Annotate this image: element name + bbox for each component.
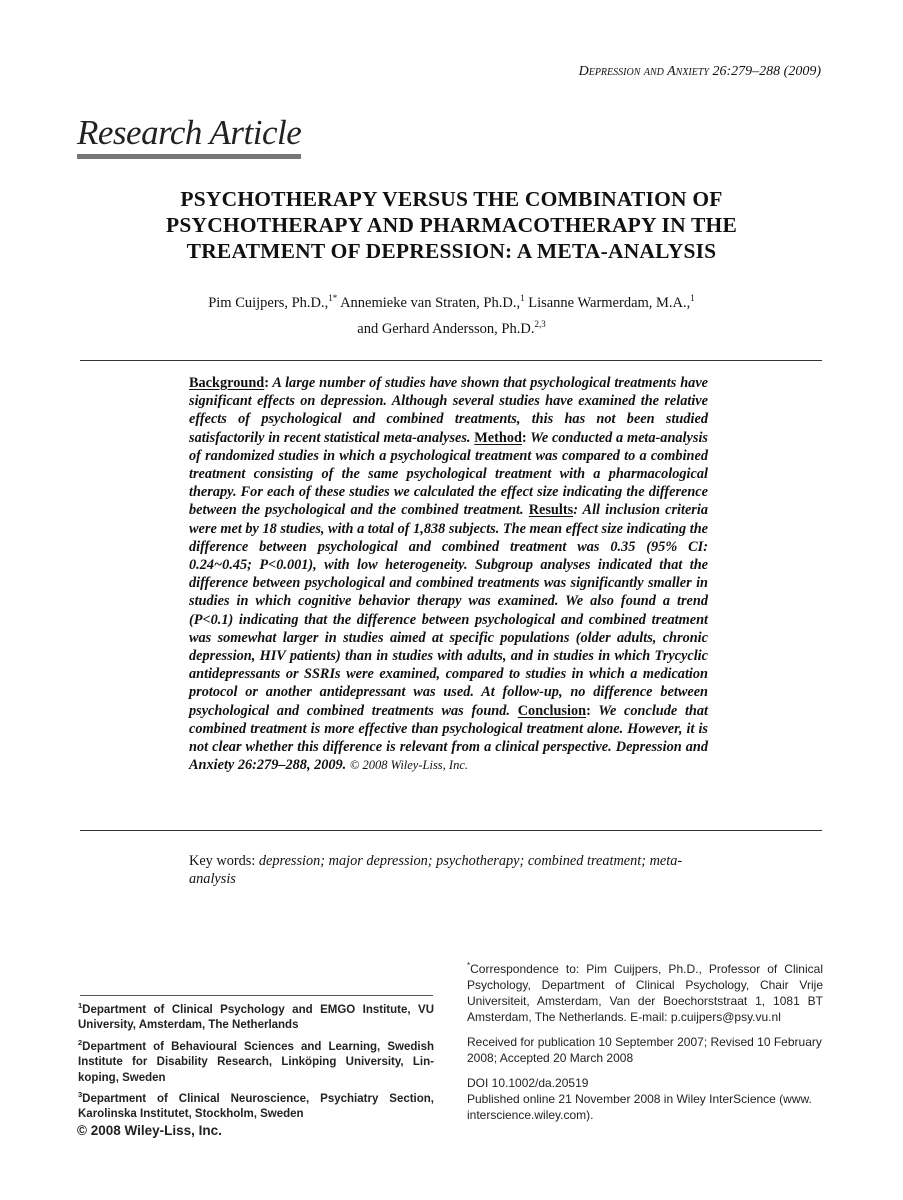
title-line: PSYCHOTHERAPY VERSUS THE COMBINATION OF	[180, 187, 723, 211]
abstract-copyright: © 2008 Wiley-Liss, Inc.	[349, 758, 469, 773]
journal-volume: 26:279–288 (2009)	[712, 64, 821, 79]
affiliation-number: 1	[78, 1001, 83, 1010]
author-affil-mark: 1	[520, 293, 525, 303]
affiliation-number: 3	[78, 1090, 83, 1100]
correspondence-mark: *	[467, 961, 471, 970]
abstract-label-background: Background	[189, 375, 265, 391]
received-dates: Received for publication 10 September 2007; Revised 10 February 2008; Accepted 20 March 2008	[467, 1035, 822, 1065]
abstract-background: A large number of studies have shown that psychological treatments have significant effects on depression. Although several studies have examined the relative effects of psychological and combined treatments, this has not been studied satisfactorily in recent statistical meta-analyses.	[189, 375, 709, 446]
abstract-method: We conducted a meta-analysis of randomized studies in which a psychological treatment was compared to a combined treatment consisting of the same psychological treatment with a pharmacological therapy. For each of these studies we calculated the effect size indicating the difference between the psychological and the combined treatment.	[189, 429, 708, 519]
footer-copyright: © 2008 Wiley-Liss, Inc.	[77, 1123, 222, 1138]
affiliations-rule	[80, 995, 433, 996]
keywords-label: Key words:	[189, 853, 256, 869]
affiliations	[78, 998, 434, 1124]
keywords-value: depression; major depression; psychotherapy; combined treatment; meta-analysis	[189, 853, 683, 888]
article-type: Research Article	[77, 112, 301, 159]
correspondence-block	[467, 958, 823, 1123]
abstract-conclusion: We conclude that combined treatment is more effective than psychological treatment alone. However, it is not clear whether this difference is relevant from a clinical perspective. Depression and Anxiety 26:279–288, 2009.	[189, 702, 709, 774]
affiliation-number: 2	[78, 1037, 83, 1047]
abstract-results: All inclusion criteria were met by 18 studies, with a total of 1,838 subjects. The mean effect size indicating the difference between psychological and combined treatment was 0.35 (95% CI: 0.24~0.45; P<0.001), with low heterogeneity. Subgroup analyses indicated that the difference between psychological and combined treatments was significantly smaller in studies in which cognitive behavior therapy was examined. We also found a trend (P<0.1) indicating that the difference between psychological and combined treatment was somewhat larger in studies aimed at specific populations (older adults, chronic depression, HIV patients) than in studies with adults, and in studies in which Trycyclic antidepressants or SSRIs were examined, compared to studies in which a medication protocol or another antidepressant was used. At follow-up, no difference between psychological and combined treatments was found.	[189, 502, 708, 719]
affiliation-text: Department of Clinical Psychology and EMGO Institute, VU University, Amsterdam, The Netherlands	[78, 1003, 434, 1032]
affiliation-text: Department of Behavioural Sciences and Learning, Swedish Institute for Disability Research, Linköping University, Lin- koping, Sweden	[78, 1040, 434, 1084]
affiliation-item	[78, 1035, 434, 1086]
abstract-label-conclusion: Conclusion	[517, 702, 587, 719]
journal-header	[579, 64, 821, 80]
correspondence-text: Correspondence to: Pim Cuijpers, Ph.D., Professor of Clinical Psychology, Department of Clinical Psychology, Chair Vrije Universiteit, Amsterdam, Van der Boechorststraat 1, 1081 BT Amsterdam, The Netherlands. E-mail: p.cuijpers@psy.vu.nl	[467, 962, 823, 1024]
keywords	[189, 852, 708, 888]
author-list	[80, 288, 823, 340]
affiliation-text: Department of Clinical Neuroscience, Psychiatry Section, Karolinska Institutet, Stockholm, Sweden	[78, 1092, 434, 1121]
published-online: Published online 21 November 2008 in Wiley InterScience (www. interscience.wiley.com).	[467, 1092, 812, 1122]
abstract-label-method: Method	[474, 429, 522, 446]
article-title	[80, 186, 823, 264]
author-affil-mark: 2,3	[534, 318, 546, 329]
abstract: Background: A large number of studies have shown that psychological treatments have significant effects on depression. Although several studies have examined the relative effects of psychological and combined treatments, this has not been studied satisfactorily in recent statistical meta-analyses. Method: We conducted a meta-analysis of randomized studies in which a psychological treatment was compared to a combined treatment consisting of the same psychological treatment with a pharmacological therapy. For each of these studies we calculated the effect size indicating the difference between the psychological and the combined treatment. Results: All inclusion criteria were met by 18 studies, with a total of 1,838 subjects. The mean effect size indicating the difference between psychological and combined treatment was 0.35 (95% CI: 0.24~0.45; P<0.001), with low heterogeneity. Subgroup analyses indicated that the difference between psychological and combined treatments was significantly smaller in studies in which cognitive behavior therapy was examined. We also found a trend (P<0.1) indicating that the difference between psychological and combined treatment was somewhat larger in studies aimed at specific populations (older adults, chronic depression, HIV patients) than in studies with adults, and in studies in which Trycyclic antidepressants or SSRIs were examined, compared to studies in which a medication protocol or another antidepressant was used. At follow-up, no difference between psychological and combined treatments was found. Conclusion: We conclude that combined treatment is more effective than psychological treatment alone. However, it is not clear whether this difference is relevant from a clinical perspective. Depression and Anxiety 26:279–288, 2009. © 2008 Wiley-Liss, Inc.	[189, 375, 709, 774]
title-line: TREATMENT OF DEPRESSION: A META-ANALYSIS	[186, 239, 717, 263]
journal-name: Depression and Anxiety	[578, 64, 709, 79]
author-name: Lisanne Warmerdam, M.A.,	[528, 294, 691, 311]
author-name: Pim Cuijpers, Ph.D.,	[208, 294, 329, 311]
author-affil-mark: 1*	[328, 293, 338, 303]
author-name: and Gerhard Andersson, Ph.D.	[357, 320, 535, 337]
affiliation-item	[78, 998, 434, 1034]
doi: DOI 10.1002/da.20519	[467, 1076, 589, 1090]
abstract-label-results: Results	[528, 502, 574, 519]
abstract-bottom-rule	[80, 830, 822, 831]
title-line: PSYCHOTHERAPY AND PHARMACOTHERAPY IN THE	[165, 213, 737, 237]
abstract-top-rule	[80, 360, 822, 361]
affiliation-item	[78, 1087, 434, 1123]
author-name: Annemieke van Straten, Ph.D.,	[340, 294, 521, 311]
author-affil-mark: 1	[690, 293, 695, 303]
